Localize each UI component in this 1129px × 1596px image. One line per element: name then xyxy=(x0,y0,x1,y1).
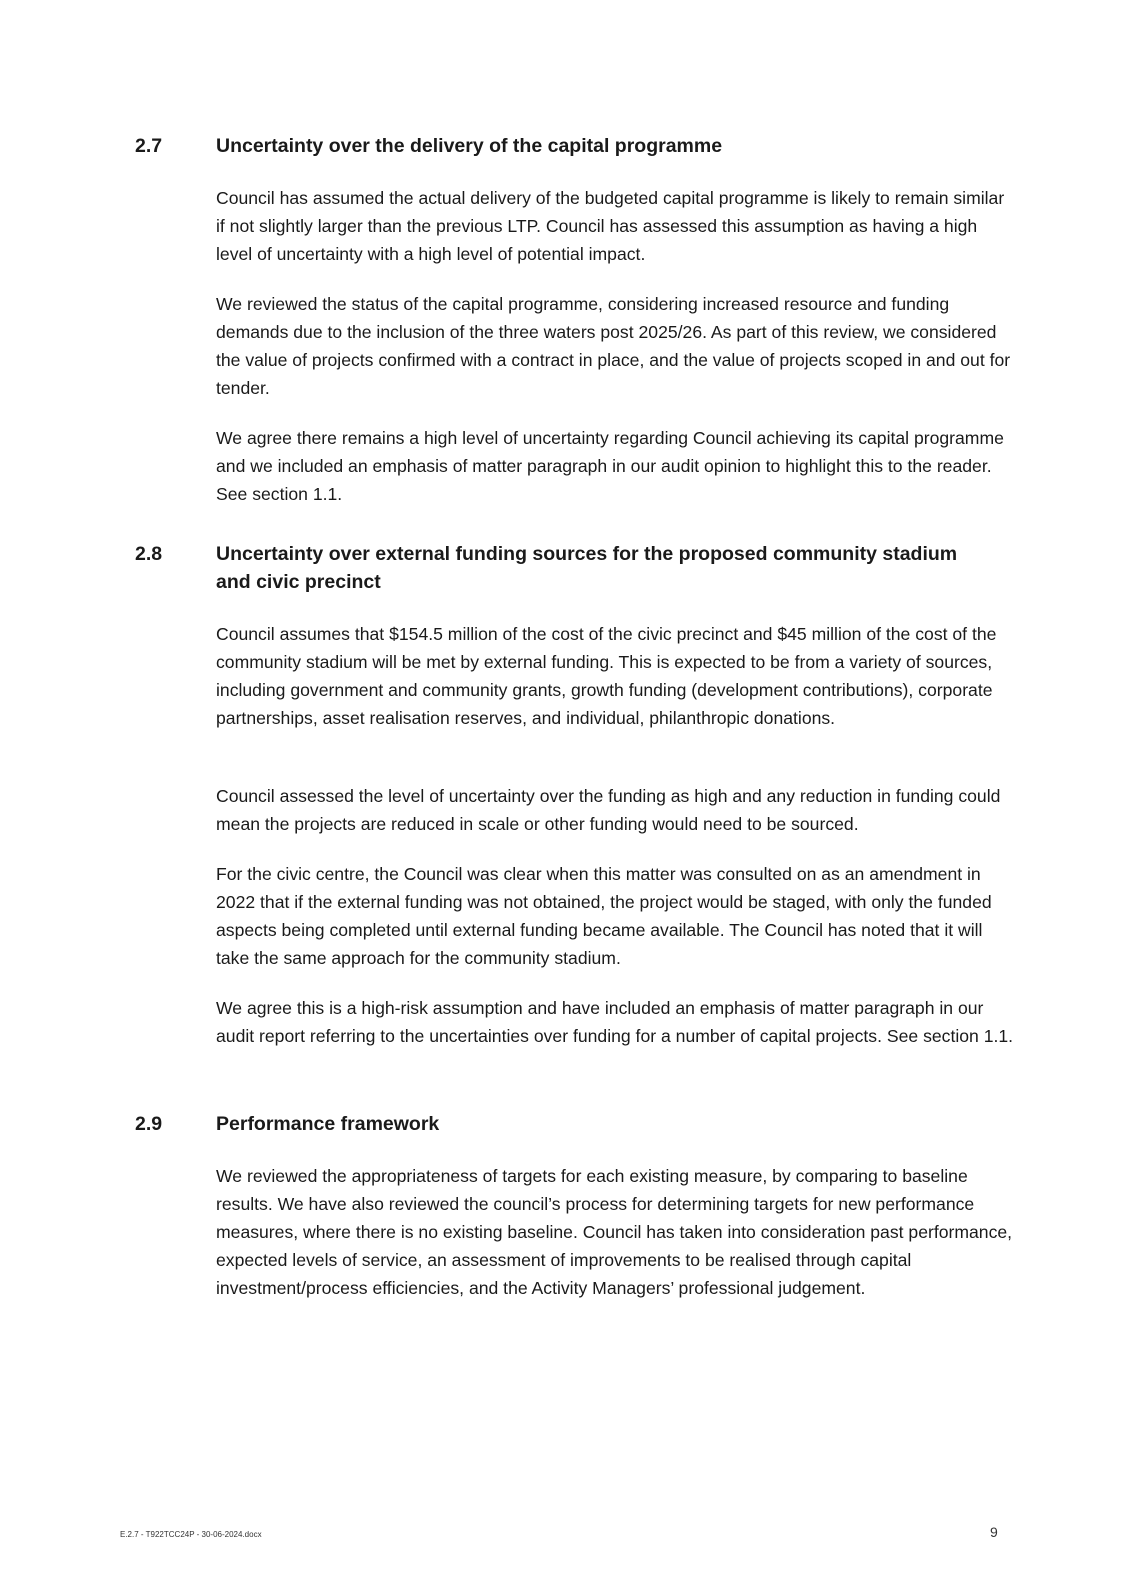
section-title: Uncertainty over the delivery of the capital programme xyxy=(216,135,723,157)
paragraph: For the civic centre, the Council was clear when this matter was consulted on as an amendment in 2022 that if the external funding was not obtained, the project would be staged, with only the funded aspects being completed until external funding became available. The Council has noted that it will take the same approach for the community stadium. xyxy=(216,864,992,968)
paragraph: Council has assumed the actual delivery of the budgeted capital programme is likely to remain similar if not slightly larger than the previous LTP. Council has assessed this assumption as having a high level of uncertainty with a high level of potential impact. xyxy=(216,188,1005,264)
section-number: 2.9 xyxy=(135,1113,163,1135)
paragraph: We reviewed the appropriateness of targets for each existing measure, by comparing to baseline results. We have also reviewed the council’s process for determining targets for new performance measures, where there is no existing baseline. Council has taken into consideration past performance, expected levels of service, an assessment of improvements to be realised through capital investment/process efficiencies, and the Activity Managers’ professional judgement. xyxy=(216,1166,1013,1298)
paragraph: We agree this is a high-risk assumption and have included an emphasis of matter paragraph in our audit report referring to the uncertainties over funding for a number of capital projects. See section 1.1. xyxy=(216,998,1014,1046)
paragraph: We reviewed the status of the capital programme, considering increased resource and funding demands due to the inclusion of the three waters post 2025/26. As part of this review, we considered the value of projects confirmed with a contract in place, and the value of projects scoped in and out for tender. xyxy=(216,294,1011,398)
section-heading-2-7 xyxy=(135,132,1035,160)
section-heading-2-9 xyxy=(135,1110,1035,1138)
section-number: 2.7 xyxy=(135,135,163,157)
paragraph: Council assessed the level of uncertainty over the funding as high and any reduction in funding could mean the projects are reduced in scale or other funding would need to be sourced. xyxy=(216,786,1001,834)
page-number: 9 xyxy=(990,1524,998,1540)
footer-document-ref: E.2.7 - T922TCC24P - 30-06-2024.docx xyxy=(120,1530,262,1539)
section-number: 2.8 xyxy=(135,543,163,565)
section-title: Performance framework xyxy=(216,1113,440,1135)
section-title: Uncertainty over external funding sources for the proposed community stadium and civic precinct xyxy=(216,543,958,593)
paragraph: Council assumes that $154.5 million of the cost of the civic precinct and $45 million of the cost of the community stadium will be met by external funding. This is expected to be from a variety of sources, including government and community grants, growth funding (development contributions), corporate partnerships, asset realisation reserves, and individual, philanthropic donations. xyxy=(216,624,997,728)
paragraph: We agree there remains a high level of uncertainty regarding Council achieving its capital programme and we included an emphasis of matter paragraph in our audit opinion to highlight this to the reader. See section 1.1. xyxy=(216,428,1004,504)
section-heading-2-8 xyxy=(135,540,1035,596)
